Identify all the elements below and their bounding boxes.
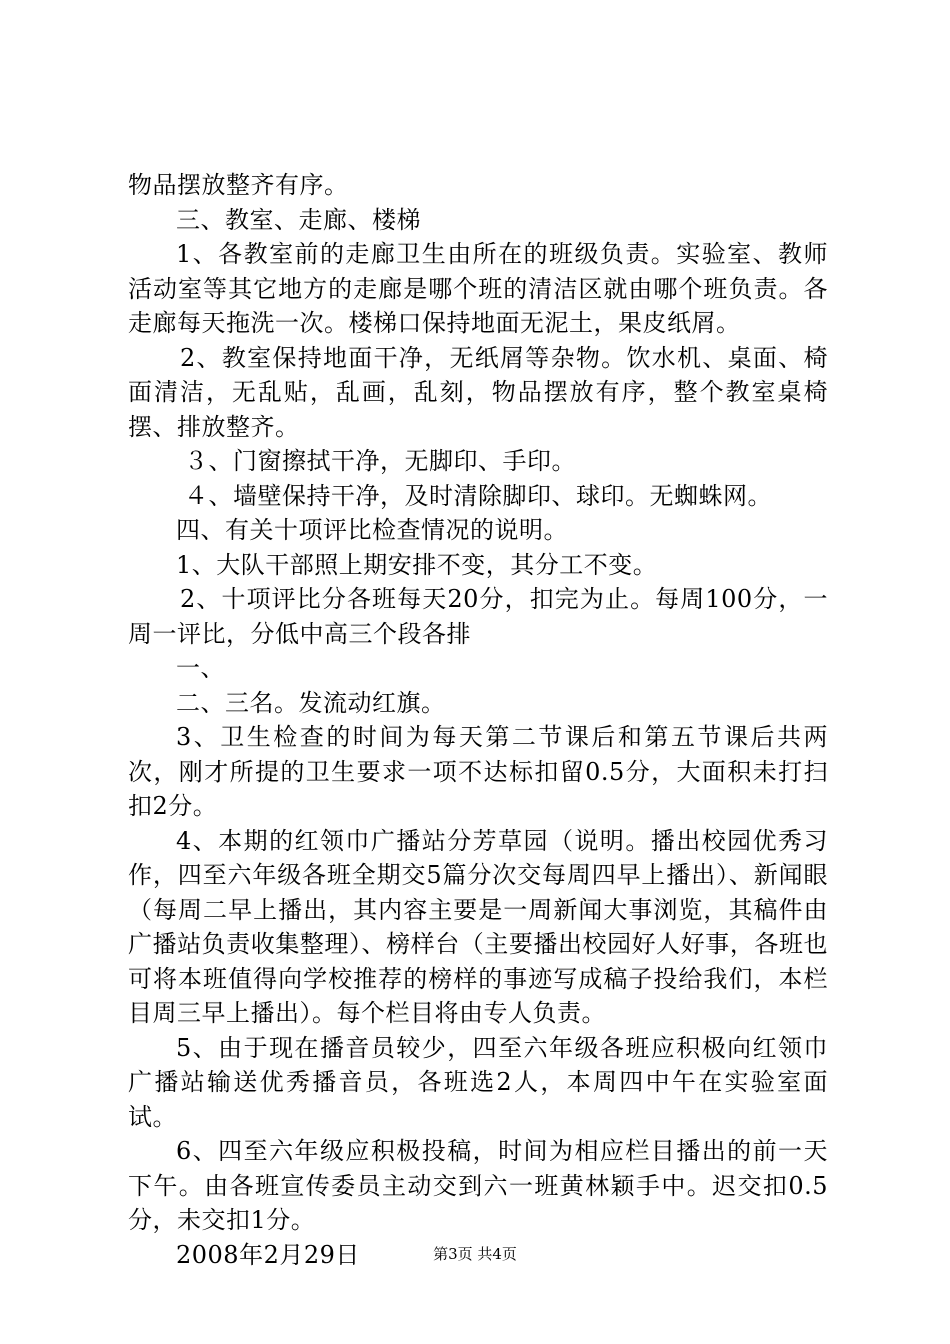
section-heading-3: 三、教室、走廊、楼梯 [176, 205, 421, 234]
page-number-footer: 第3页 共4页 [433, 1245, 517, 1263]
paragraph-item: 5、由于现在播音员较少，四至六年级各班应积极向红领巾广播站输送优秀播音员，各班选2人，本周四中午在实验室面试。 [128, 1033, 828, 1131]
paragraph-item: 1、各教室前的走廊卫生由所在的班级负责。实验室、教师活动室等其它地方的走廊是哪个班的清洁区就由哪个班负责。各走廊每天拖洗一次。楼梯口保持地面无泥土，果皮纸屑。 [128, 240, 828, 337]
paragraph-item: 6、四至六年级应积极投稿，时间为相应栏目播出的前一天下午。由各班宣传委员主动交到六一班黄林颖手中。迟交扣0.5分，未交扣1分。 [128, 1137, 828, 1234]
paragraph-item: ４、墙壁保持干净，及时清除脚印、球印。无蜘蛛网。 [184, 481, 772, 510]
paragraph-continuation: 物品摆放整齐有序。 [128, 171, 349, 199]
paragraph-item: 1、大队干部照上期安排不变，其分工不变。 [176, 550, 658, 579]
paragraph-item: 2、教室保持地面干净，无纸屑等杂物。饮水机、桌面、椅面清洁，无乱贴，乱画，乱刻，物品摆放有序，整个教室桌椅摆、排放整齐。 [128, 343, 828, 441]
paragraph-item: 3、卫生检查的时间为每天第二节课后和第五节课后共两次，刚才所提的卫生要求一项不达标扣留0.5分，大面积未打扫扣2分。 [128, 723, 828, 820]
paragraph-item: ３、门窗擦拭干净，无脚印、手印。 [184, 447, 576, 475]
document-body [128, 168, 828, 1272]
paragraph-item: 2、十项评比分各班每天20分，扣完为止。每周100分，一周一评比，分低中高三个段各排 [128, 585, 828, 648]
paragraph-item: 4、本期的红领巾广播站分芳草园（说明。播出校园优秀习作，四至六年级各班全期交5篇分次交每周四早上播出）、新闻眼（每周二早上播出，其内容主要是一周新闻大事浏览，其稿件由广播站负责收集整理）、榜样台（主要播出校园好人好事，各班也可将本班值得向学校推荐的榜样的事迹写成稿子投给我们，本栏目周三早上播出）。每个栏目将由专人负责。 [128, 826, 828, 1027]
document-date: 2008年2月29日 [176, 1240, 360, 1269]
section-heading-4: 四、有关十项评比检查情况的说明。 [176, 516, 568, 544]
paragraph-fragment: 二、三名。发流动红旗。 [176, 688, 446, 717]
paragraph-fragment: 一、 [176, 654, 225, 682]
